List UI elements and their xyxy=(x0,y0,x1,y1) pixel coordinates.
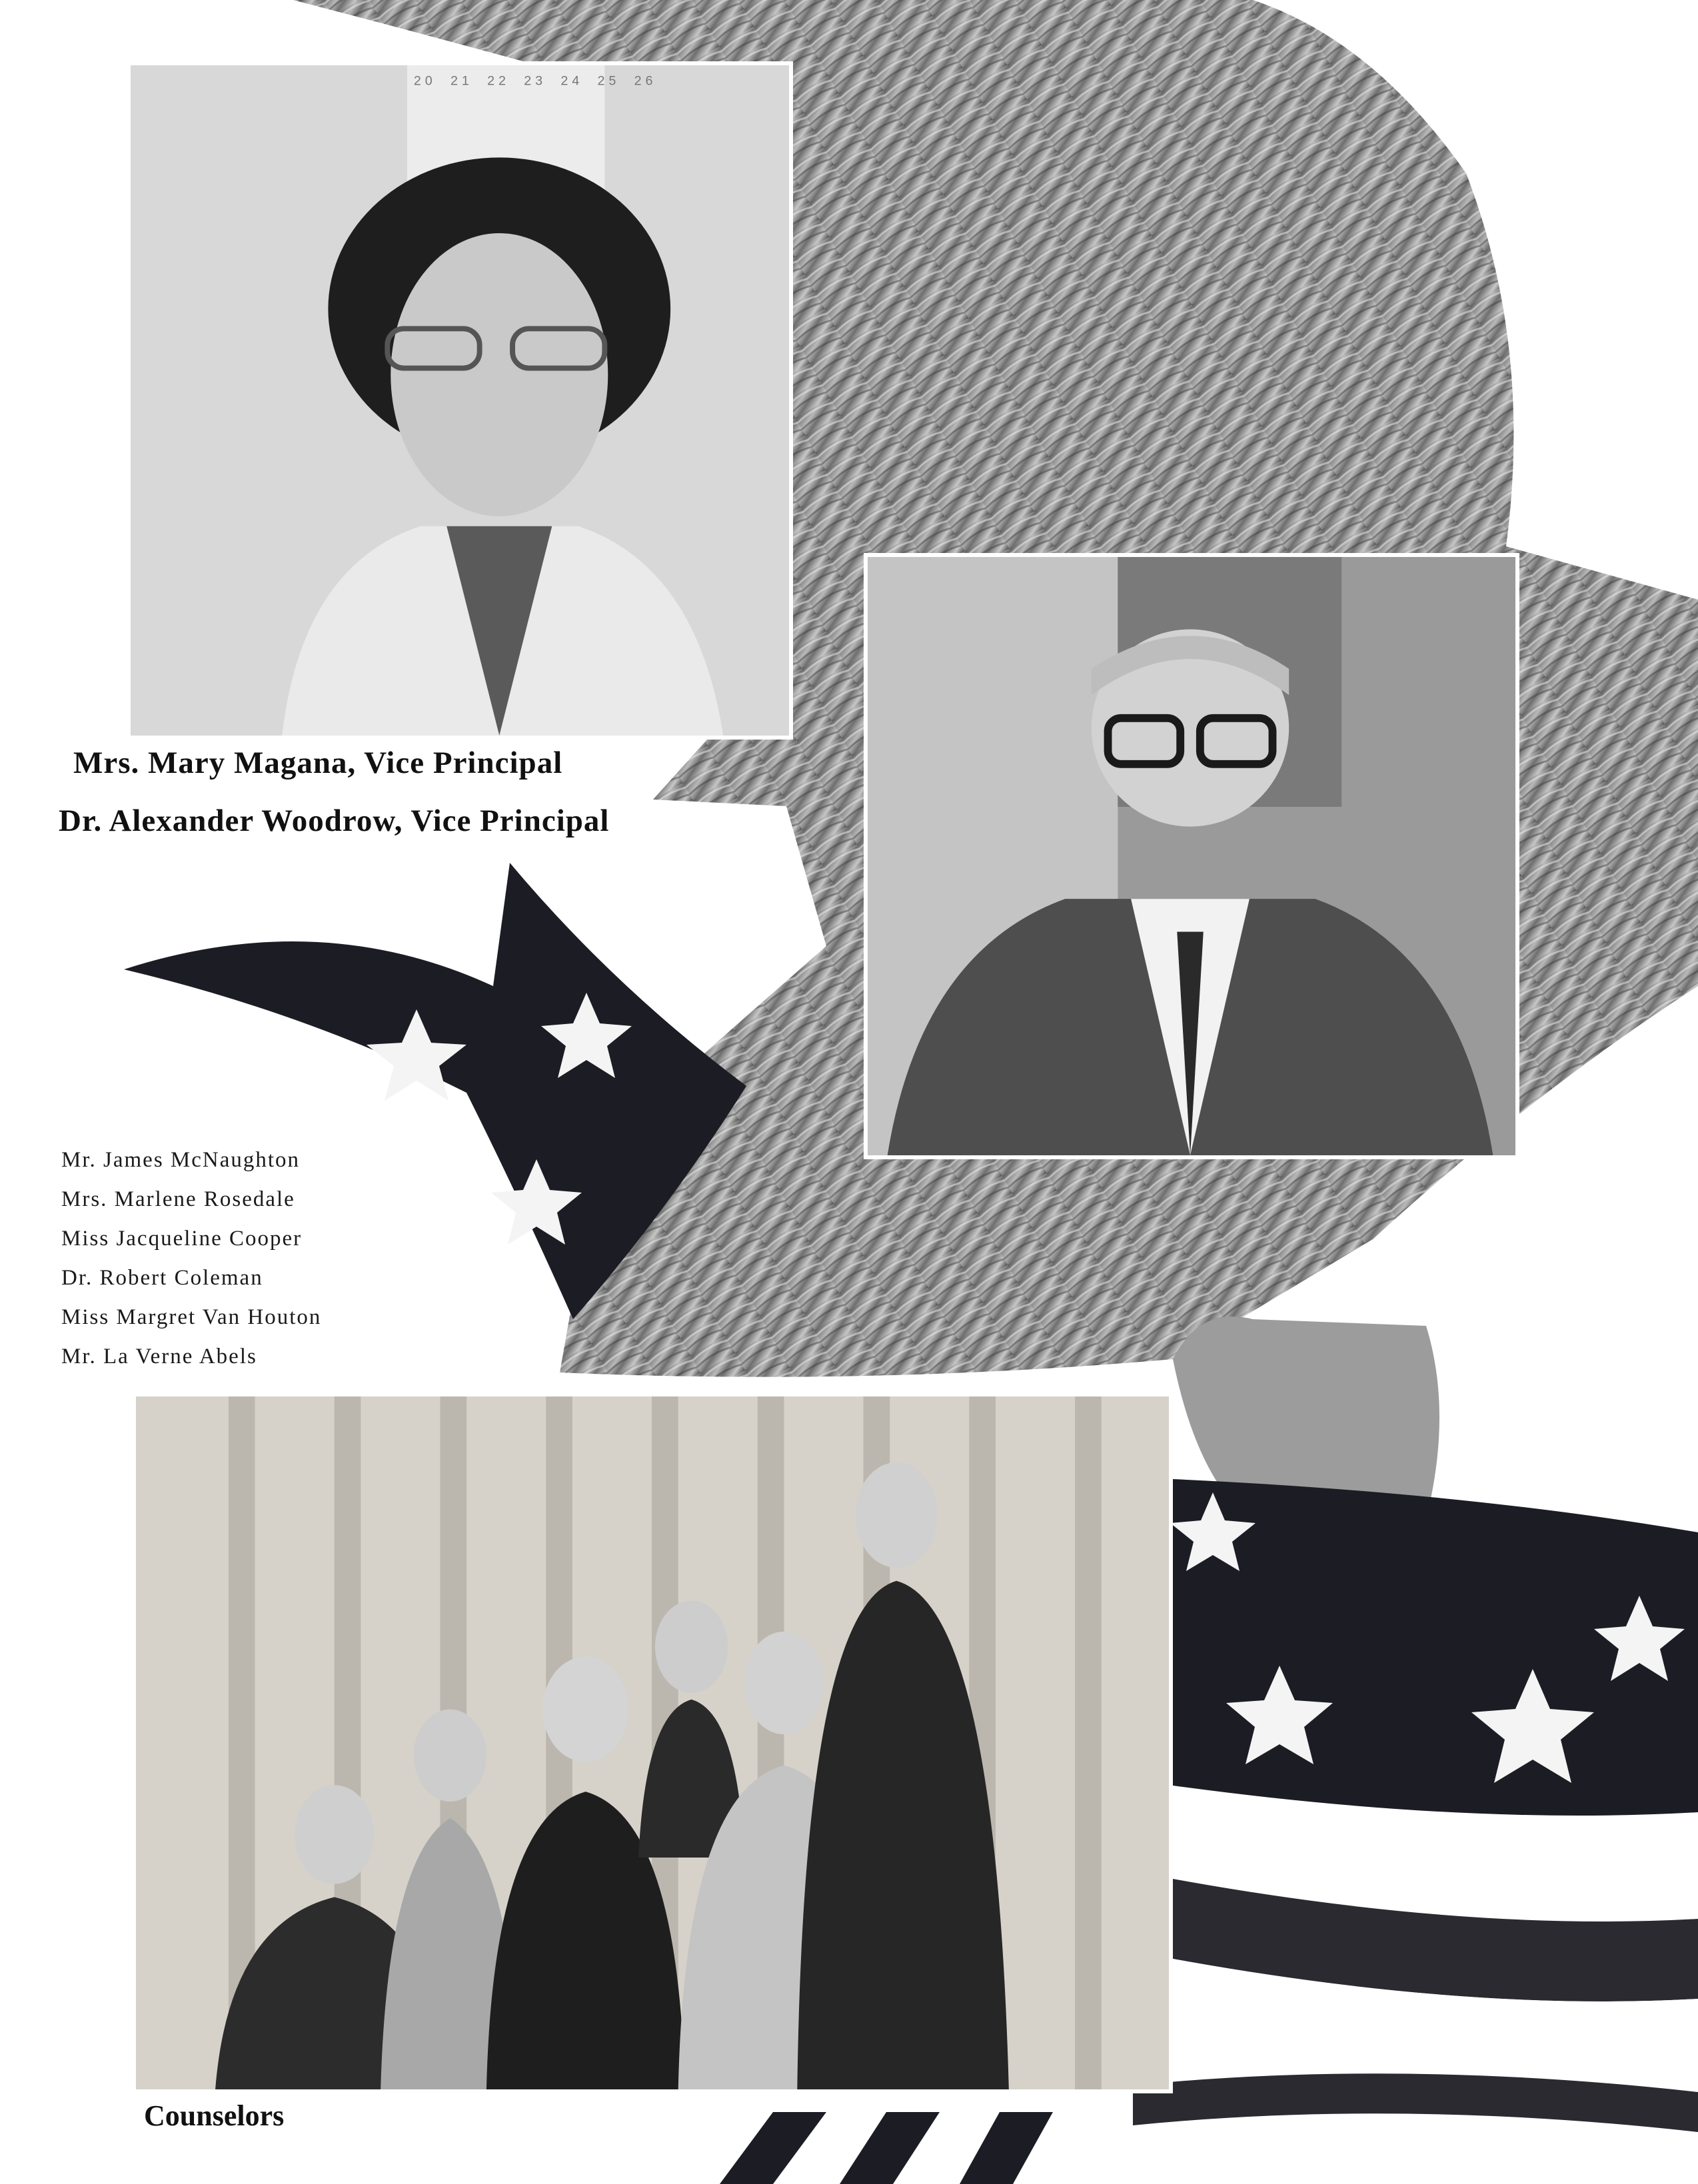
counselors-group-photo xyxy=(132,1392,1173,2093)
counselor-name: Miss Jacqueline Cooper xyxy=(61,1227,303,1251)
bottom-stripe xyxy=(840,2112,940,2184)
bottom-stripe xyxy=(720,2112,826,2184)
counselor-name-list xyxy=(61,1141,321,1376)
counselor-name: Miss Margret Van Houton xyxy=(61,1305,322,1329)
counselor-name: Mr. La Verne Abels xyxy=(61,1345,257,1368)
counselor-name: Mr. James McNaughton xyxy=(61,1148,301,1172)
bottom-stripe xyxy=(960,2112,1053,2184)
vice-principal-magana-photo xyxy=(127,61,793,740)
vice-principal-magana-caption: Mrs. Mary Magana, Vice Principal xyxy=(73,746,563,780)
calendar-numbers: 20 xyxy=(413,73,436,89)
counselors-caption: Counselors xyxy=(144,2099,285,2132)
counselor-name: Dr. Robert Coleman xyxy=(61,1266,263,1290)
counselor-name: Mrs. Marlene Rosedale xyxy=(61,1187,295,1211)
svg-text:20 21 22 23: 20 21 22 23 24 25 26 xyxy=(413,73,657,89)
vice-principal-woodrow-caption: Dr. Alexander Woodrow, Vice Principal xyxy=(59,804,610,838)
vice-principal-woodrow-photo xyxy=(864,553,1519,1159)
